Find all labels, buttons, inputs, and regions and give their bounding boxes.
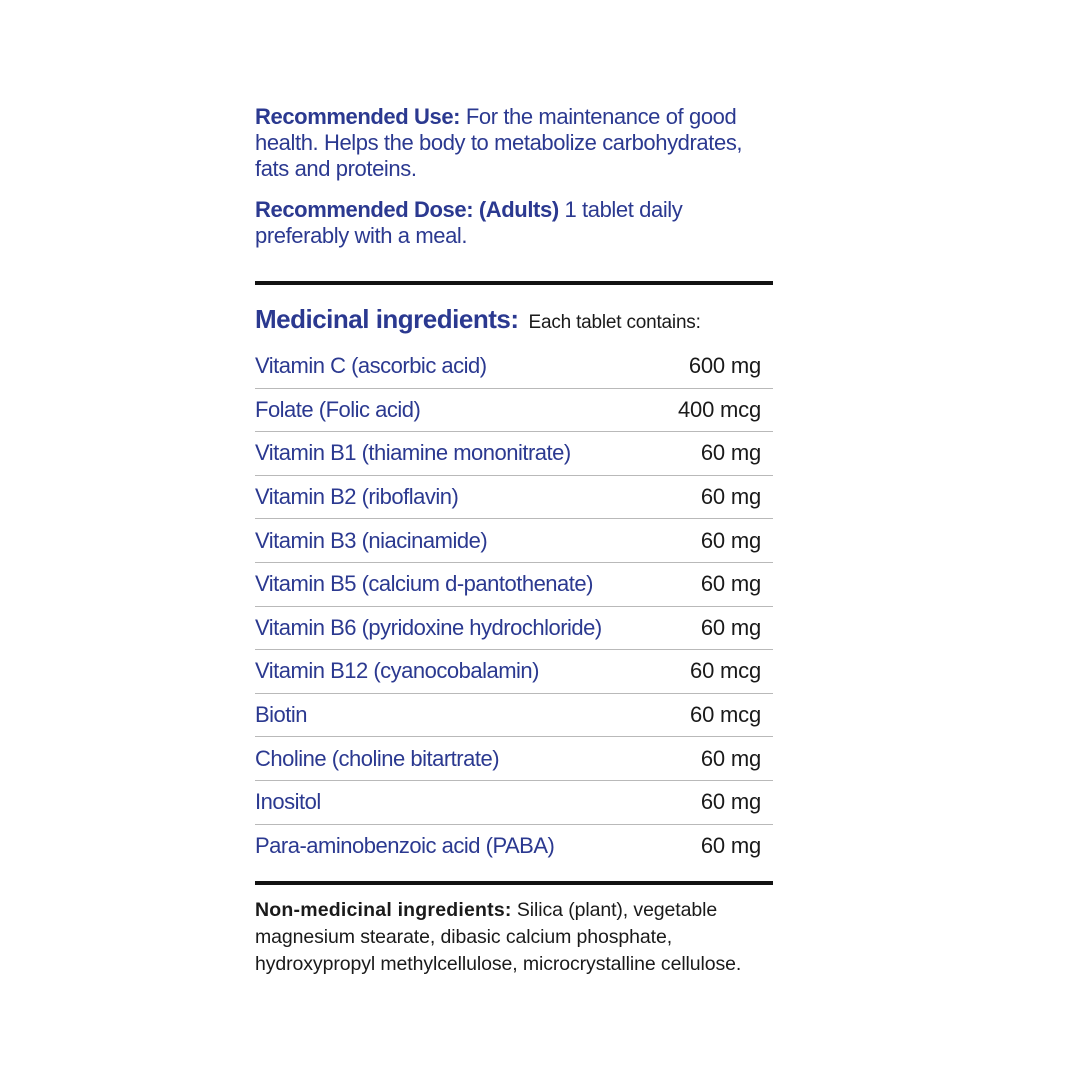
medicinal-ingredients-header (255, 304, 773, 335)
table-row (255, 780, 773, 824)
recommended-dose-paragraph (255, 197, 773, 249)
table-row (255, 388, 773, 432)
table-row (255, 649, 773, 693)
ingredient-name: Inositol (255, 789, 321, 815)
recommended-dose-label: Recommended Dose: (Adults) (255, 197, 559, 222)
top-divider (255, 281, 773, 285)
non-medicinal-paragraph (255, 897, 773, 978)
ingredient-name: Biotin (255, 702, 308, 728)
table-row (255, 736, 773, 780)
table-row (255, 562, 773, 606)
ingredient-name: Vitamin B1 (thiamine mononitrate) (255, 440, 571, 466)
each-tablet-contains-subheading: Each tablet contains: (528, 312, 701, 333)
ingredient-name: Para-aminobenzoic acid (PABA) (255, 832, 555, 858)
ingredient-amount: 60 mg (700, 789, 761, 815)
table-row (255, 824, 773, 868)
ingredient-name: Folate (Folic acid) (255, 396, 421, 422)
recommended-use-paragraph (255, 104, 773, 182)
ingredient-name: Vitamin B2 (riboflavin) (255, 484, 459, 510)
recommended-use-label: Recommended Use: (255, 104, 461, 129)
medicinal-ingredients-heading: Medicinal ingredients: (255, 304, 519, 334)
table-row (255, 475, 773, 519)
ingredients-table (255, 344, 773, 867)
ingredient-name: Choline (choline bitartrate) (255, 745, 500, 771)
non-medicinal-label: Non-medicinal ingredients: (255, 899, 512, 921)
bottom-divider (255, 881, 773, 885)
ingredient-amount: 60 mg (700, 614, 761, 640)
ingredient-amount: 60 mcg (690, 658, 761, 684)
ingredient-name: Vitamin B3 (niacinamide) (255, 527, 488, 553)
table-row (255, 344, 773, 388)
table-row (255, 431, 773, 475)
ingredient-amount: 60 mg (700, 527, 761, 553)
ingredient-amount: 600 mg (688, 352, 761, 378)
non-medicinal-text: Silica (plant), vegetable magnesium stearate, dibasic calcium phosphate, hydroxypropyl methylcellulose, microcrystalline cellulose. (255, 899, 742, 975)
ingredient-amount: 60 mg (700, 832, 761, 858)
ingredient-amount: 60 mcg (690, 702, 761, 728)
ingredient-name: Vitamin B6 (pyridoxine hydrochloride) (255, 614, 602, 640)
ingredient-name: Vitamin B12 (cyanocobalamin) (255, 658, 539, 684)
table-row (255, 693, 773, 737)
ingredient-amount: 60 mg (700, 745, 761, 771)
ingredient-amount: 60 mg (700, 571, 761, 597)
table-row (255, 518, 773, 562)
ingredient-amount: 60 mg (700, 440, 761, 466)
recommended-use-text: For the maintenance of good health. Helps the body to metabolize carbohydrates, fats and proteins. (255, 104, 743, 181)
ingredient-name: Vitamin B5 (calcium d-pantothenate) (255, 571, 593, 597)
ingredient-name: Vitamin C (ascorbic acid) (255, 352, 487, 378)
ingredient-amount: 60 mg (700, 484, 761, 510)
table-row (255, 606, 773, 650)
ingredient-amount: 400 mcg (678, 396, 761, 422)
recommended-dose-text: 1 tablet daily preferably with a meal. (255, 197, 683, 248)
